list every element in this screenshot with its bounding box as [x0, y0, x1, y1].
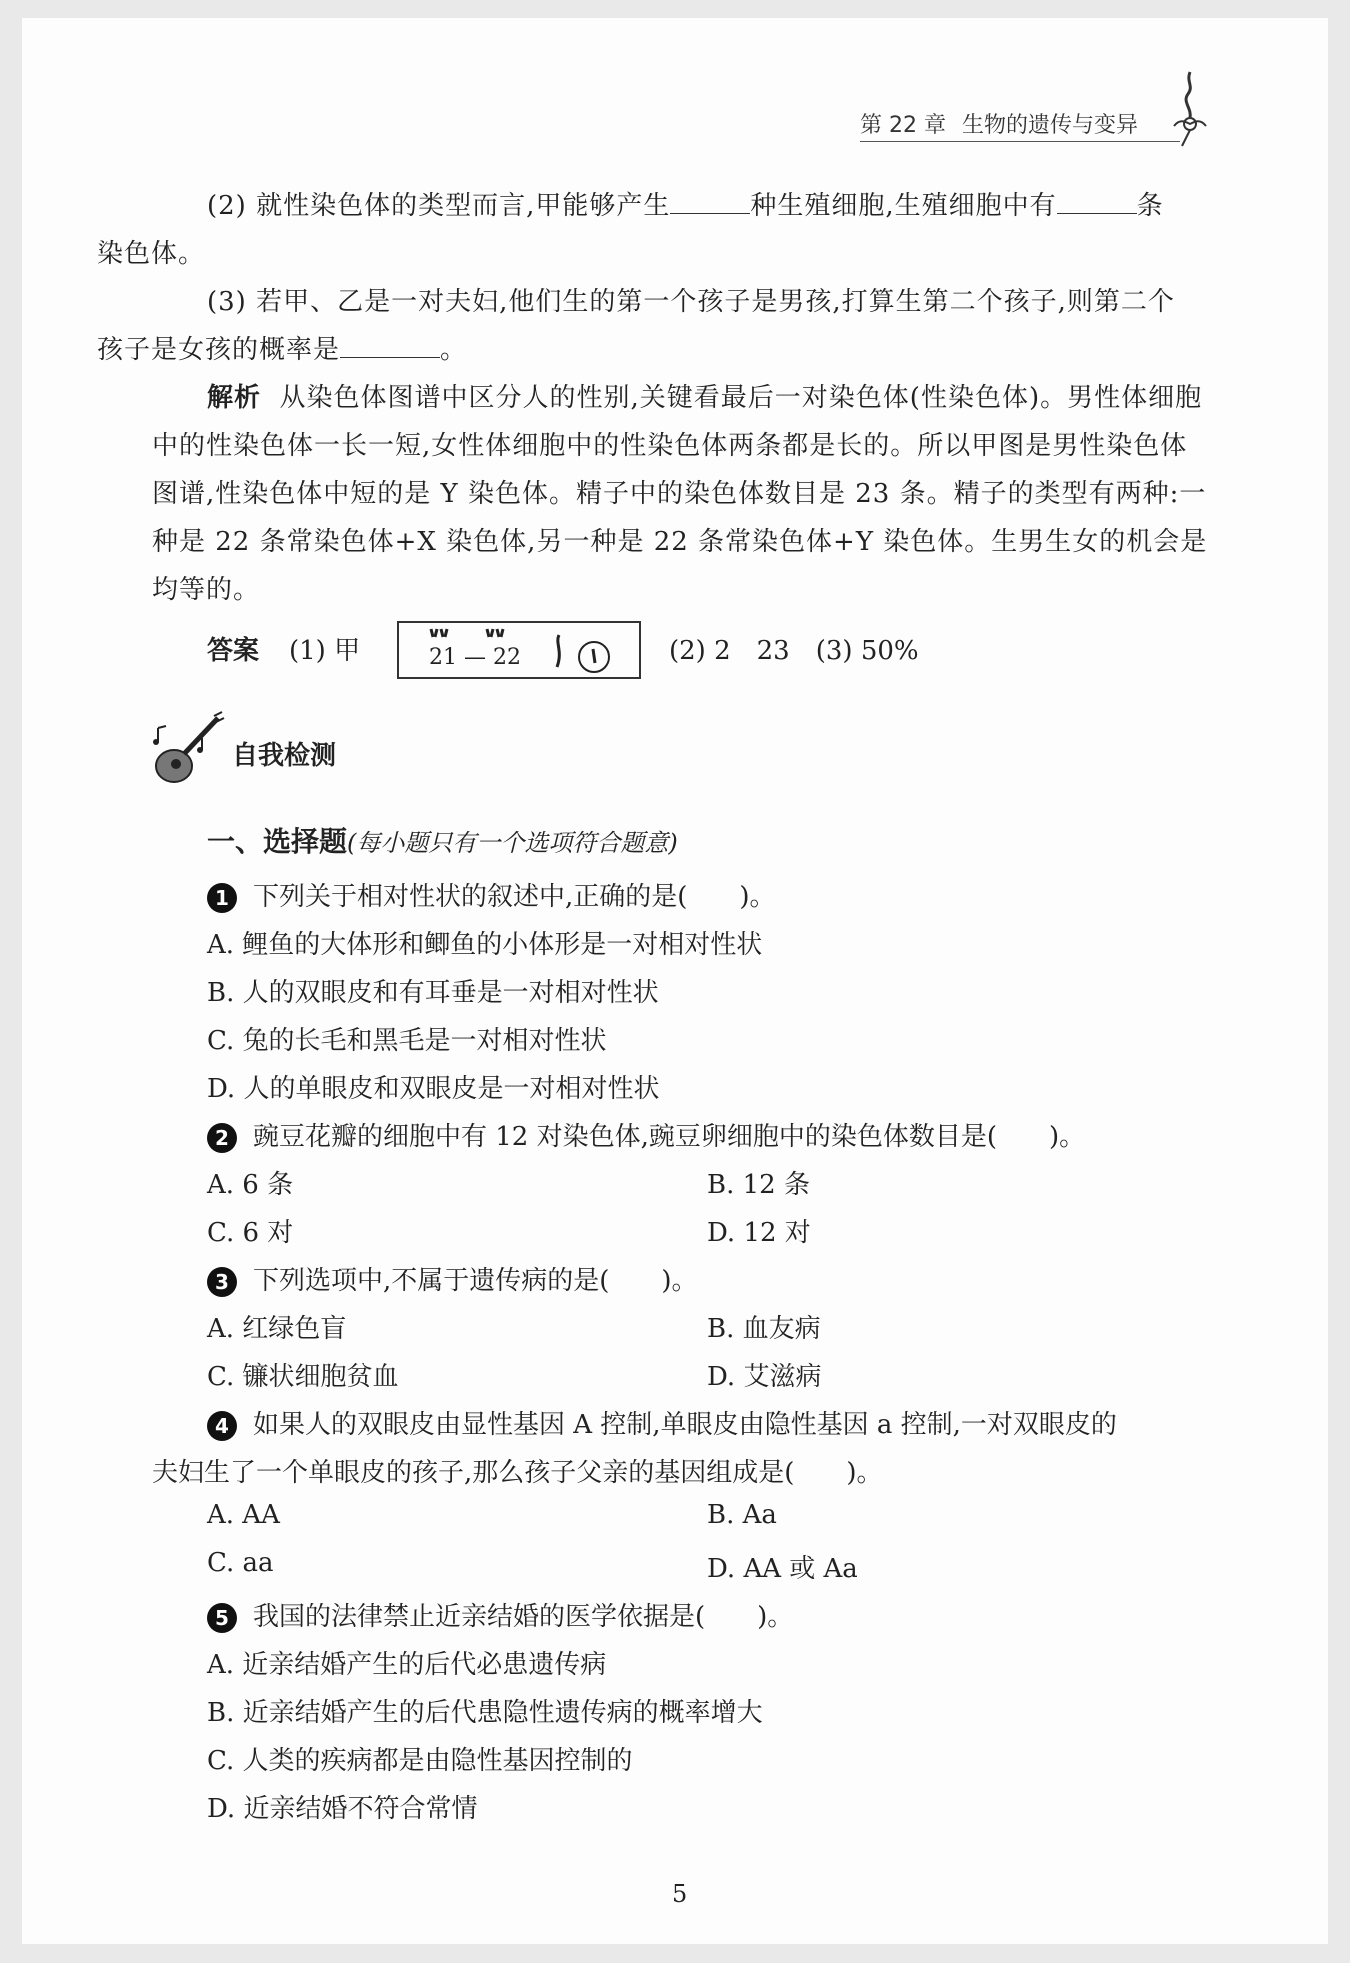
part-title [207, 820, 678, 860]
section-title: 自我检测 [232, 741, 337, 771]
question-1 [207, 876, 776, 913]
analysis-label: 解析 [207, 383, 262, 413]
question-5 [207, 1596, 793, 1633]
question-4 [207, 1404, 1117, 1441]
page-number: 5 [672, 1880, 688, 1908]
option-b[interactable]: B. Aa [707, 1500, 777, 1530]
option-c[interactable]: C. 镰状细胞贫血 [207, 1362, 399, 1392]
q2-cont: 染色体。 [97, 239, 206, 269]
part-title-main: 一、选择题 [207, 825, 348, 858]
blank [1057, 191, 1137, 214]
question-2-text [97, 182, 1210, 278]
karyotype-label: 21 — 22 [429, 645, 521, 670]
question-stem-cont: 夫妇生了一个单眼皮的孩子,那么孩子父亲的基因组成是( )。 [152, 1458, 883, 1488]
header-rule [860, 141, 1180, 142]
option-b[interactable]: B. 人的双眼皮和有耳垂是一对相对性状 [207, 978, 659, 1008]
option-a[interactable]: A. 红绿色盲 [207, 1314, 347, 1344]
option-b[interactable]: B. 血友病 [707, 1314, 821, 1344]
answer-rest: (2) 2 23 (3) 50% [669, 636, 919, 666]
option-d[interactable]: D. 近亲结婚不符合常情 [207, 1794, 478, 1824]
question-number-badge: 5 [207, 1603, 237, 1633]
ornament-icon [1160, 68, 1220, 148]
option-c[interactable]: C. 6 对 [207, 1218, 294, 1248]
answer-part1: (1) 甲 [289, 636, 361, 666]
part-title-note: (每小题只有一个选项符合题意) [347, 829, 678, 857]
q2-end: 条 [1136, 191, 1164, 221]
question-3 [207, 1260, 698, 1297]
question-2 [207, 1116, 1085, 1153]
analysis-paragraph [152, 374, 1210, 614]
question-number-badge: 1 [207, 883, 237, 913]
question-number-badge: 2 [207, 1123, 237, 1153]
option-a[interactable]: A. 6 条 [207, 1170, 294, 1200]
question-stem: 如果人的双眼皮由显性基因 A 控制,单眼皮由隐性基因 a 控制,一对双眼皮的 [253, 1410, 1117, 1440]
blank [670, 191, 750, 214]
answer-label: 答案 [207, 636, 260, 666]
blank [340, 335, 440, 358]
option-d[interactable]: D. 12 对 [707, 1218, 811, 1248]
option-d[interactable]: D. 人的单眼皮和双眼皮是一对相对性状 [207, 1074, 660, 1104]
page-header [860, 108, 1138, 139]
option-a[interactable]: A. 近亲结婚产生的后代必患遗传病 [207, 1650, 607, 1680]
guitar-icon [148, 710, 226, 790]
option-c[interactable]: C. 兔的长毛和黑毛是一对相对性状 [207, 1026, 607, 1056]
q2-before: (2) 就性染色体的类型而言,甲能够产生 [207, 191, 671, 221]
question-stem: 下列选项中,不属于遗传病的是( )。 [253, 1266, 698, 1296]
chapter-number: 第 22 章 [860, 113, 946, 138]
option-c[interactable]: C. 人类的疾病都是由隐性基因控制的 [207, 1746, 633, 1776]
analysis-text: 从染色体图谱中区分人的性别,关键看最后一对染色体(性染色体)。男性体细胞中的性染色体一长一短,女性体细胞中的性染色体两条都是长的。所以甲图是男性染色体图谱,性染色体中短的是 Y 染色体。精子中的染色体数目是 23 条。精子的类型有两种:一种是 22 条常染色体+X 染色体,另一种是 22 条常染色体+Y 染色体。生男生女的机会是均等的。 [152, 383, 1208, 605]
question-stem: 下列关于相对性状的叙述中,正确的是( )。 [253, 882, 776, 912]
question-number-badge: 3 [207, 1267, 237, 1297]
option-d[interactable]: D. 艾滋病 [707, 1362, 822, 1392]
option-b[interactable]: B. 12 条 [707, 1170, 810, 1200]
chapter-title: 生物的遗传与变异 [961, 113, 1138, 138]
q2-middle: 种生殖细胞,生殖细胞中有 [750, 191, 1057, 221]
option-a[interactable]: A. AA [207, 1500, 280, 1530]
q3-line2-end: 。 [440, 335, 468, 365]
karyotype-diagram [397, 621, 641, 679]
option-c[interactable]: C. aa [207, 1548, 274, 1578]
option-a[interactable]: A. 鲤鱼的大体形和鲫鱼的小体形是一对相对性状 [207, 930, 763, 960]
q3-line1: (3) 若甲、乙是一对夫妇,他们生的第一个孩子是男孩,打算生第二个孩子,则第二个 [207, 287, 1175, 317]
question-stem: 我国的法律禁止近亲结婚的医学依据是( )。 [253, 1602, 794, 1632]
q3-line2: 孩子是女孩的概率是 [97, 335, 341, 365]
question-number-badge: 4 [207, 1411, 237, 1441]
option-d[interactable]: D. AA 或 Aa [707, 1554, 858, 1584]
question-3-text [97, 278, 1210, 374]
option-b[interactable]: B. 近亲结婚产生的后代患隐性遗传病的概率增大 [207, 1698, 763, 1728]
question-stem: 豌豆花瓣的细胞中有 12 对染色体,豌豆卵细胞中的染色体数目是( )。 [253, 1122, 1086, 1152]
